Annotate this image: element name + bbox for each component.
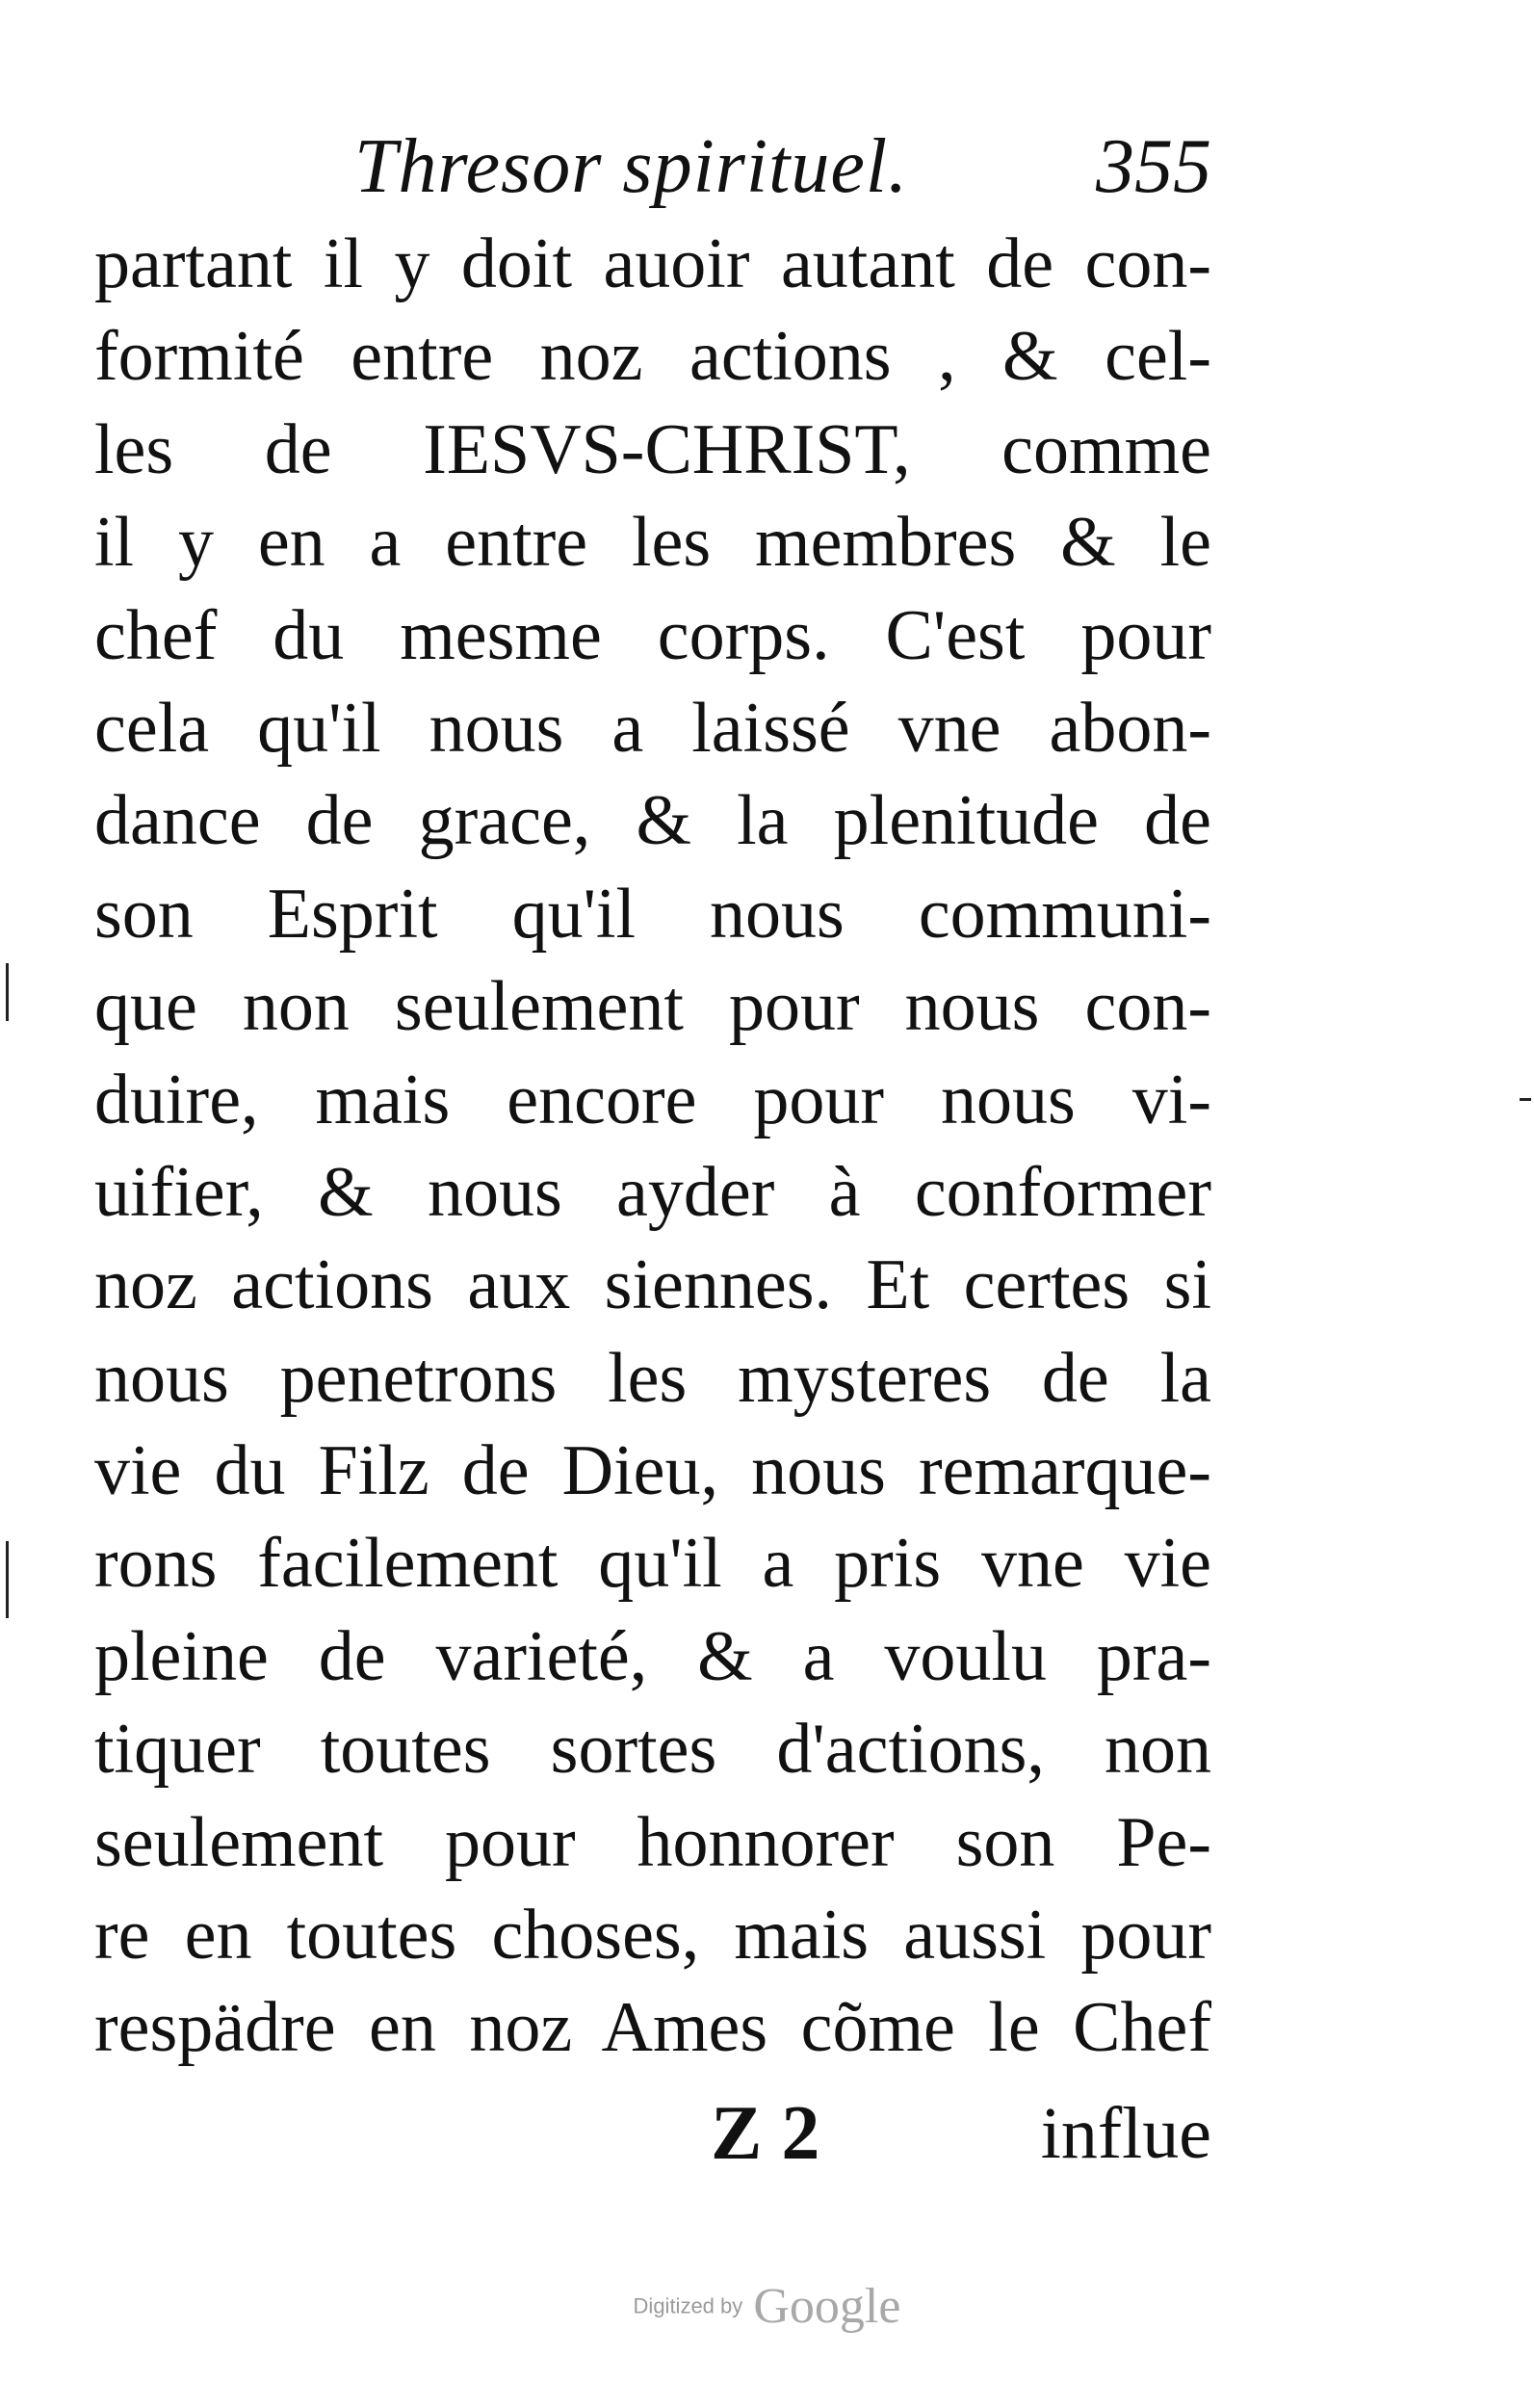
- page-edge-mark: [6, 963, 9, 1021]
- watermark-brand: Google: [753, 2279, 901, 2334]
- text-line: les de IESVS-CHRIST, comme: [94, 409, 1211, 489]
- text-line: uifier, & nous ayder à conformer: [94, 1152, 1211, 1232]
- page-edge-mark: [6, 1541, 9, 1618]
- page-footer: [94, 2081, 1211, 2186]
- text-line: respädre en noz Ames cõme le Chef: [94, 1988, 1211, 2068]
- page-number: 355: [1096, 124, 1211, 209]
- text-line: partant il y doit auoir autant de con-: [94, 224, 1211, 303]
- catchword: influe: [1040, 2093, 1211, 2174]
- text-line: son Esprit qu'il nous communi-: [94, 874, 1211, 954]
- text-line: il y en a entre les membres & le: [94, 503, 1211, 583]
- text-line: pleine de varieté, & a voulu pra-: [94, 1616, 1211, 1696]
- text-line: duire, mais encore pour nous vi-: [94, 1060, 1211, 1139]
- text-line: rons facilement qu'il a pris vne vie: [94, 1524, 1211, 1604]
- digitization-watermark: [0, 2278, 1534, 2335]
- text-line: noz actions aux siennes. Et certes si: [94, 1245, 1211, 1325]
- text-line: dance de grace, & la plenitude de: [94, 781, 1211, 861]
- running-title: Thresor spirituel.: [354, 124, 909, 209]
- signature-mark: Z 2: [711, 2091, 820, 2176]
- watermark-prefix: Digitized by: [633, 2293, 743, 2318]
- body-text: [94, 218, 1211, 2075]
- text-line: chef du mesme corps. C'est pour: [94, 595, 1211, 675]
- text-line: re en toutes choses, mais aussi pour: [94, 1896, 1211, 1976]
- text-line: cela qu'il nous a laissé vne abon-: [94, 688, 1211, 768]
- text-line: tiquer toutes sortes d'actions, non: [94, 1710, 1211, 1790]
- text-line: nous penetrons les mysteres de la: [94, 1338, 1211, 1418]
- text-line: que non seulement pour nous con-: [94, 967, 1211, 1047]
- text-line: formité entre noz actions , & cel-: [94, 317, 1211, 397]
- text-line: seulement pour honnorer son Pe-: [94, 1802, 1211, 1882]
- page-header: [94, 114, 1211, 220]
- text-line: vie du Filz de Dieu, nous remarque-: [94, 1431, 1211, 1511]
- page-edge-mark: [1520, 1098, 1531, 1101]
